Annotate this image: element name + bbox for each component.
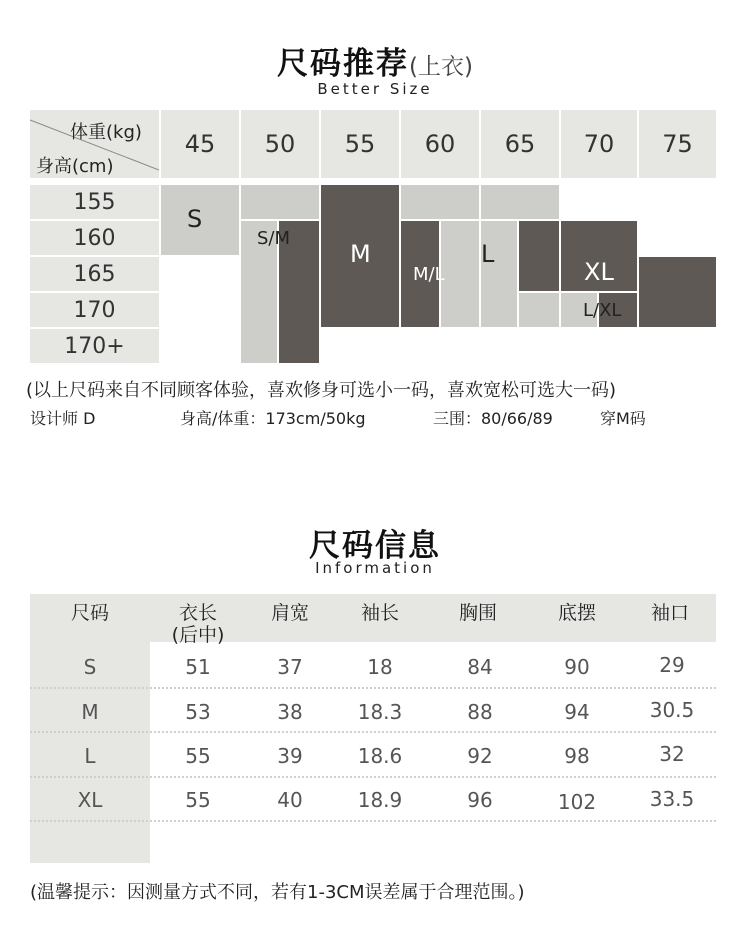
height-label: 165 bbox=[30, 257, 159, 291]
row-size: L bbox=[84, 744, 96, 768]
title-suffix: (上衣) bbox=[409, 54, 473, 80]
cell-value: 18.9 bbox=[357, 788, 403, 812]
header-size: 尺码 bbox=[70, 602, 109, 624]
designer-body: 身高/体重：173cm/50kg bbox=[180, 409, 366, 428]
weight-header: 65 bbox=[481, 110, 559, 178]
row-divider bbox=[30, 776, 716, 778]
header-chest: 胸围 bbox=[458, 602, 497, 624]
size-block-l bbox=[481, 185, 559, 219]
cell-value: 84 bbox=[467, 655, 493, 679]
cell-value: 38 bbox=[277, 700, 303, 724]
corner-header-cell bbox=[30, 110, 159, 178]
cell-value: 55 bbox=[185, 788, 211, 812]
size-info-title: 尺码信息 bbox=[309, 528, 441, 564]
size-block-xl bbox=[639, 257, 716, 327]
cell-value: 88 bbox=[467, 700, 493, 724]
cell-value: 94 bbox=[564, 700, 590, 724]
header-sleeve: 袖长 bbox=[360, 602, 399, 624]
size-block-l bbox=[441, 221, 479, 327]
cell-value: 18 bbox=[367, 655, 393, 679]
title-main: 尺码推荐 bbox=[277, 46, 410, 82]
size-recommendation-title bbox=[0, 38, 750, 83]
cell-value: 32 bbox=[659, 742, 685, 766]
height-label: 160 bbox=[30, 221, 159, 255]
row-size: S bbox=[83, 655, 97, 679]
header-length bbox=[158, 598, 238, 645]
height-label: 170 bbox=[30, 293, 159, 327]
designer-measurements: 三围：80/66/89 bbox=[433, 409, 553, 428]
weight-header: 45 bbox=[161, 110, 239, 178]
row-divider bbox=[30, 820, 716, 822]
size-info-subtitle: Information bbox=[315, 559, 435, 577]
weight-header: 70 bbox=[561, 110, 637, 178]
designer-size: 穿M码 bbox=[600, 409, 646, 428]
size-advice-note: (以上尺码来自不同顾客体验，喜欢修身可选小一码，喜欢宽松可选大一码) bbox=[26, 380, 617, 401]
header-length-sub: (后中) bbox=[171, 624, 225, 646]
corner-height-label: 身高(cm) bbox=[36, 156, 114, 177]
cell-value: 51 bbox=[185, 655, 211, 679]
cell-value: 18.6 bbox=[357, 744, 403, 768]
size-label-m: M bbox=[350, 240, 371, 268]
cell-value: 37 bbox=[277, 655, 303, 679]
size-block-l bbox=[481, 221, 517, 327]
header-shoulder: 肩宽 bbox=[270, 602, 309, 624]
cell-value: 96 bbox=[467, 788, 493, 812]
weight-header: 50 bbox=[241, 110, 319, 178]
cell-value: 102 bbox=[557, 790, 597, 814]
cell-value: 30.5 bbox=[649, 698, 695, 722]
size-label-l: L bbox=[481, 240, 495, 268]
size-recommendation-subtitle: Better Size bbox=[317, 80, 433, 98]
weight-header: 55 bbox=[321, 110, 399, 178]
cell-value: 40 bbox=[277, 788, 303, 812]
height-label: 170+ bbox=[30, 329, 159, 363]
corner-weight-label: 体重(kg) bbox=[70, 122, 142, 143]
row-divider bbox=[30, 731, 716, 733]
cell-value: 55 bbox=[185, 744, 211, 768]
header-hem: 底摆 bbox=[557, 602, 596, 624]
weight-header: 75 bbox=[639, 110, 716, 178]
header-cuff: 袖口 bbox=[650, 602, 689, 624]
weight-header: 60 bbox=[401, 110, 479, 178]
size-block-xl bbox=[519, 221, 559, 291]
row-size: M bbox=[81, 700, 99, 724]
cell-value: 39 bbox=[277, 744, 303, 768]
row-divider bbox=[30, 687, 716, 689]
size-block-l bbox=[401, 185, 479, 219]
size-block-lxl bbox=[519, 293, 559, 327]
height-label: 155 bbox=[30, 185, 159, 219]
size-block-sm bbox=[241, 185, 319, 219]
designer-name: 设计师 D bbox=[30, 409, 96, 428]
cell-value: 29 bbox=[659, 653, 685, 677]
measurement-footnote: (温馨提示：因测量方式不同，若有1-3CM误差属于合理范围。) bbox=[30, 882, 525, 903]
cell-value: 53 bbox=[185, 700, 211, 724]
size-label-ml: M/L bbox=[413, 264, 445, 285]
size-label-s: S bbox=[187, 205, 203, 233]
cell-value: 90 bbox=[564, 655, 590, 679]
size-label-xl: XL bbox=[584, 258, 614, 286]
cell-value: 33.5 bbox=[649, 787, 695, 811]
cell-value: 18.3 bbox=[357, 700, 403, 724]
cell-value: 98 bbox=[564, 744, 590, 768]
size-label-sm: S/M bbox=[257, 228, 291, 249]
size-label-lxl: L/XL bbox=[583, 300, 622, 321]
cell-value: 92 bbox=[467, 744, 493, 768]
row-size: XL bbox=[77, 788, 103, 812]
header-length-label: 衣长 bbox=[178, 602, 217, 624]
